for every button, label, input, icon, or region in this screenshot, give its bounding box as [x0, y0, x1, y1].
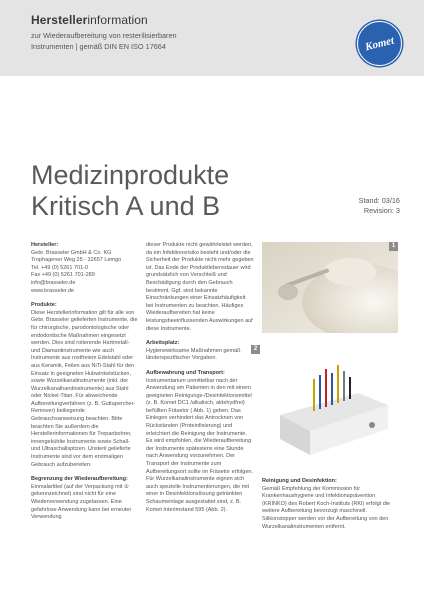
- arbeitsplatz-heading: Arbeitsplatz:: [146, 340, 180, 347]
- produkte-text: Diese Herstellerinformation gilt für alle von Gebr. Brasseler gelieferten Instrumente, die für chirurgische, parodontologische oder endodontische Maßnahmen eingesetzt werden. Dies sind rotierende Hartmetall- und Diamantinstrumente wie auch Instrumente aus rostfreiem Edelstahl oder aus Keramik, Feilen aus NiTi-Stahl für den Einsatz in geeigneten Hubwinkelstücken, sowie Wurzelkanalinstrumente (inkl. der Wurzelkanalhandinstrumente) aus Stahl oder Nickel-Titan. Für abweichende Aufbereitungverfahren (z. B. Guttapercher-Remover) beiliegende Gebrauchsanweisung beachten. Bitte beachten Sie außerdem die Herstellerinformationen für Trepanbohrer, innengekühlte Instrumente sowie Schall- und Ultraschallspitzen. Unsteril gelieferte Instrumente sind vor dem erstmaligen Gebrauch aufzubereiten.: [31, 309, 138, 468]
- figure-1-badge: 1: [389, 242, 398, 251]
- begrenzung-text: Einmalartikel (auf der Verpackung mit ② gekennzeichnet) sind nicht für eine Wiederverwendung zugelassen. Eine gefahrlose Anwendung kann bei erneuter Verwendung: [31, 483, 132, 521]
- hand-with-instrument-image: [262, 242, 398, 333]
- aufbewahrung-heading: Aufbewahrung und Transport:: [146, 369, 225, 376]
- komet-logo: [355, 19, 404, 68]
- subtitle-line-1: zur Wiederaufbereitung von resterilisierbaren: [31, 31, 177, 40]
- instrument-stand-image: [262, 345, 398, 463]
- address-line: Gebr. Brasseler GmbH & Co. KG: [31, 249, 112, 256]
- reinigung-text: Gemäß Empfehlung der Kommission für Krankenhaushygiene und Infektionsprävention (KRINKO) des Robert Koch-Instituts (RKI) erfolgt die weitere Aufbereitung bevorzugt maschinell. Silikonstopper werden vor der Aufbereitung von den Wurzelkanalinstrumenten entfernt.: [262, 485, 391, 530]
- brand-bold: Hersteller: [31, 13, 88, 27]
- subtitle-line-2: Instrumenten | gemäß DIN EN ISO 17664: [31, 41, 166, 51]
- title-line-1: Medizinprodukte: [31, 160, 230, 190]
- website-line: www.brasseler.de: [31, 287, 75, 294]
- figure-2-badge: 2: [251, 345, 260, 354]
- begrenzung-heading: Begrenzung der Wiederaufbereitung:: [31, 476, 128, 483]
- stand-date: Stand: 03/16: [358, 196, 400, 205]
- figure-1-photo: [262, 242, 398, 333]
- hersteller-heading: Hersteller:: [31, 242, 59, 248]
- logo-text: Komet: [363, 34, 396, 54]
- column-2: [146, 242, 254, 521]
- brand-light: information: [87, 13, 148, 27]
- document-meta: [359, 196, 400, 216]
- column-1: [31, 242, 138, 529]
- arbeitsplatz-text: Hygienewirksame Maßnahmen gemäß länderspezifischer Vorgaben.: [146, 347, 241, 362]
- column-3: [262, 478, 396, 538]
- phone-line: Tel. +49 (0) 5261 701-0: [31, 264, 89, 271]
- title-line-2: Kritisch A und B: [31, 191, 221, 221]
- produkte-heading: Produkte:: [31, 302, 57, 309]
- address-line: Trophagener Weg 25 · 32657 Lemgo: [31, 257, 122, 264]
- figure-2-photo: [253, 345, 398, 463]
- header-band: [0, 0, 424, 76]
- intro-text: dieser Produkte nicht gewährleistet werden, da ein Infektionsrisiko besteht und/oder die Sicherheit der Produkte nicht mehr gegeben ist. Das Ende der Produktlebensdauer wird grundsätzlich von Verschleiß und Beschädigung durch den Gebrauch bestimmt. Ggf. sind bekannte Einschränkungen einer Einsatzhäufigkeit bei Instrumenten zu beachten. Häufiges Wiederaufbereiten hat keine leistungsbeeinflussenden Auswirkungen auf diese Instrumente.: [146, 242, 254, 332]
- fax-line: Fax +49 (0) 5261 701-289: [31, 272, 95, 279]
- email-line: info@brasseler.de: [31, 279, 76, 286]
- hersteller-address: [31, 250, 138, 296]
- revision-number: Revision: 3: [363, 206, 400, 215]
- reinigung-heading: Reinigung und Desinfektion:: [262, 478, 337, 484]
- page-title: [31, 160, 229, 222]
- header-subtitle: [31, 31, 311, 52]
- aufbewahrung-text: Instrumentarium unmittelbar nach der Anwendung am Patienten in den mit einem geeigneten Reinigungs-/Desinfektionsmittel (z. B. Komet DC1 /alkalisch, aldehydfrei) befüllten Fräsetor ( Abb. 1) geben. Das Einlegen verhindert das Antrocknen von Rückständen (Proteinfixierung) und erleichtert die Reinigung der Instrumente. Es wird empfohlen, die Wiederaufbereitung der Instrumente spätestens eine Stunde nach Anwendung vorzunehmen. Der Transport der Instrumente zum Aufbereitungsort sollte im Fräsetor erfolgen. Für Wurzelkanalinstrumente eignen sich auch spezielle Instrumentierungen, die mit einer in Desinfektionslösung getränkten Schaumeinlage ausgestattet sind, z. B. Komet Interimstand 595 (Abb. 2).: [146, 377, 253, 513]
- brand-title: [31, 13, 148, 27]
